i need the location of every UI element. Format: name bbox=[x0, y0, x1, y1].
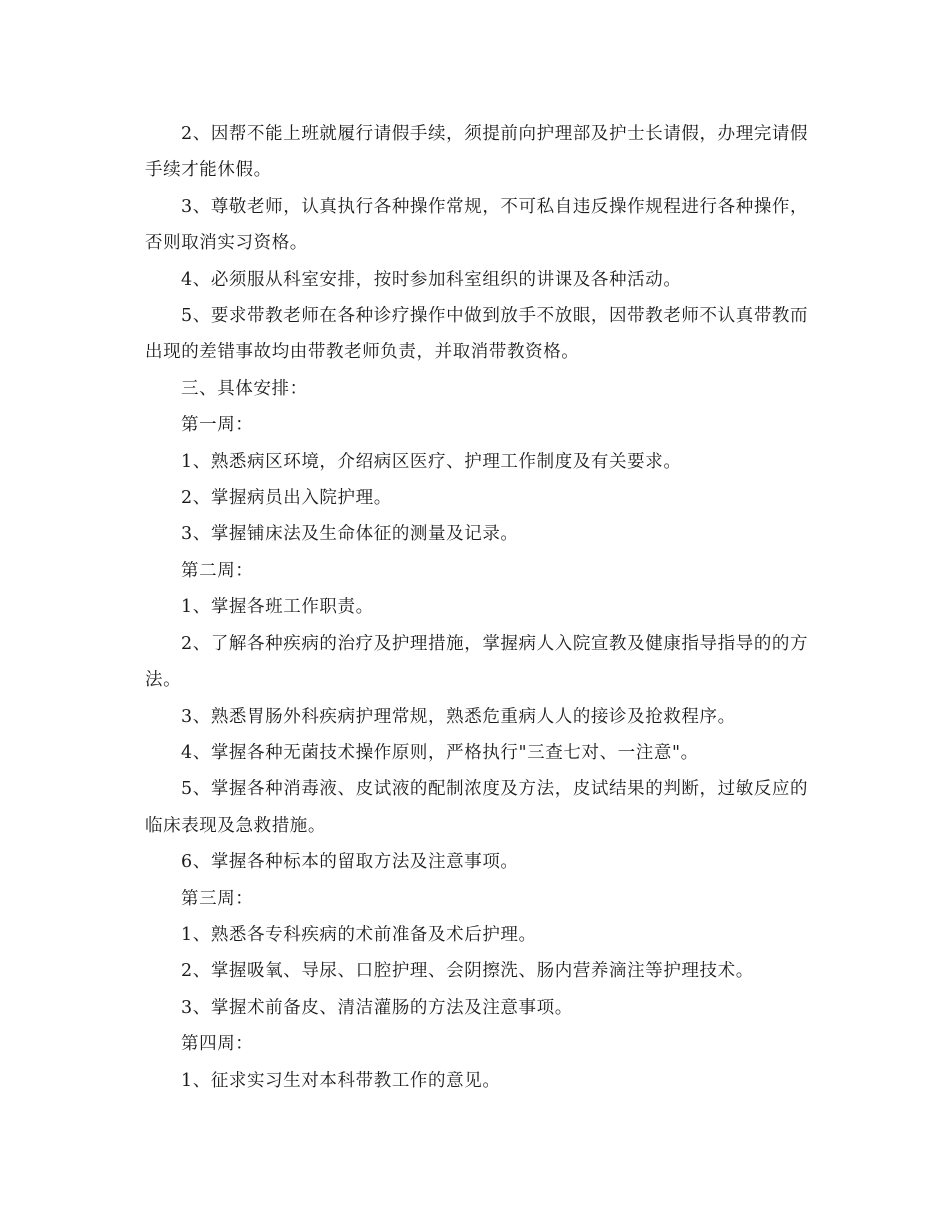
list-item: 4、掌握各种无菌技术操作原则，严格执行"三查七对、一注意"。 bbox=[181, 742, 699, 763]
list-item: 3、掌握术前备皮、清洁灌肠的方法及注意事项。 bbox=[181, 997, 573, 1018]
week-heading-1: 第一周： bbox=[181, 415, 254, 436]
week-heading-3: 第三周： bbox=[181, 888, 254, 909]
list-item: 2、掌握病员出入院护理。 bbox=[181, 488, 392, 509]
list-item: 3、掌握铺床法及生命体征的测量及记录。 bbox=[181, 524, 519, 545]
list-item: 2、了解各种疾病的治疗及护理措施，掌握病人入院宣教及健康指导指导的的方法。 bbox=[145, 633, 809, 691]
paragraph-leave-procedure: 2、因帮不能上班就履行请假手续，须提前向护理部及护士长请假，办理完请假手续才能休假。 bbox=[145, 124, 809, 181]
section-heading-schedule: 三、具体安排： bbox=[181, 378, 308, 399]
paragraph-respect-teachers: 3、尊敬老师，认真执行各种操作常规，不可私自违反操作规程进行各种操作，否则取消实习资格。 bbox=[145, 196, 809, 254]
list-item: 2、掌握吸氧、导尿、口腔护理、会阴擦洗、肠内营养滴注等护理技术。 bbox=[181, 961, 754, 982]
list-item: 5、掌握各种消毒液、皮试液的配制浓度及方法，皮试结果的判断，过敏反应的临床表现及急救措施。 bbox=[145, 779, 809, 836]
list-item: 6、掌握各种标本的留取方法及注意事项。 bbox=[181, 852, 519, 873]
document-body bbox=[145, 116, 813, 1099]
list-item: 1、熟悉病区环境，介绍病区医疗、护理工作制度及有关要求。 bbox=[181, 451, 682, 472]
paragraph-teacher-responsibility: 5、要求带教老师在各种诊疗操作中做到放手不放眼，因带教老师不认真带教而出现的差错事故均由带教老师负责，并取消带教资格。 bbox=[145, 306, 809, 363]
list-item: 3、熟悉胃肠外科疾病护理常规，熟悉危重病人人的接诊及抢救程序。 bbox=[181, 706, 736, 727]
list-item: 1、掌握各班工作职责。 bbox=[181, 597, 374, 618]
week-heading-4: 第四周： bbox=[181, 1034, 254, 1055]
list-item: 1、熟悉各专科疾病的术前准备及术后护理。 bbox=[181, 924, 537, 945]
paragraph-obey-arrangement: 4、必须服从科室安排，按时参加科室组织的讲课及各种活动。 bbox=[181, 269, 682, 290]
week-heading-2: 第二周： bbox=[181, 560, 254, 581]
list-item: 1、征求实习生对本科带教工作的意见。 bbox=[181, 1070, 501, 1091]
